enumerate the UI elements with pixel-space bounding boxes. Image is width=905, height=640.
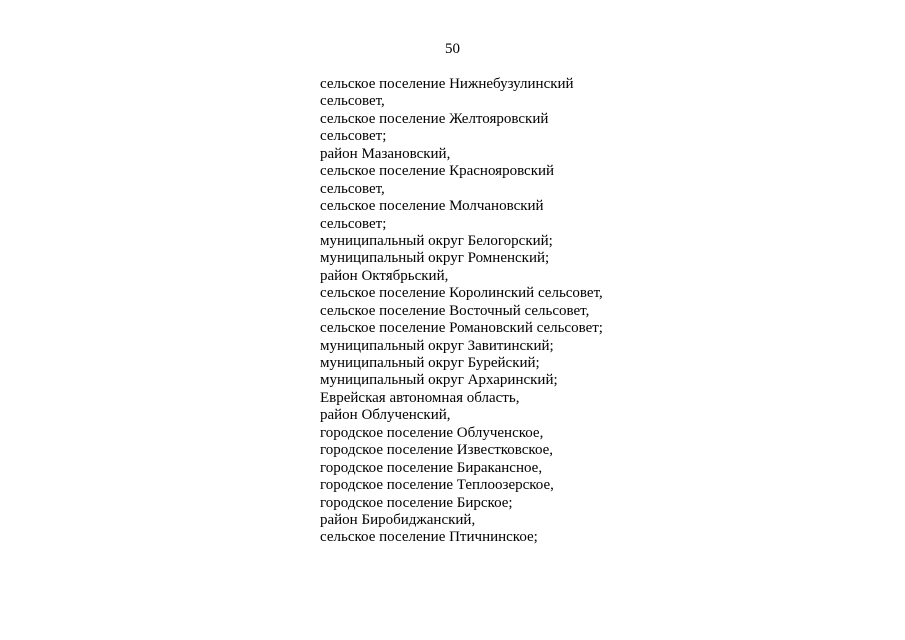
text-line: сельсовет, xyxy=(320,93,385,110)
text-line: сельское поселение Птичнинское; xyxy=(320,529,538,546)
text-line: городское поселение Теплоозерское, xyxy=(320,477,554,494)
text-line: сельское поселение Нижнебузулинский xyxy=(320,76,574,92)
text-line: муниципальный округ Архаринский; xyxy=(320,372,558,389)
text-line: муниципальный округ Завитинский; xyxy=(320,337,554,354)
text-line: район Мазановский, xyxy=(320,145,451,162)
text-line: городское поселение Бирское; xyxy=(320,494,513,511)
text-line: муниципальный округ Белогорский; xyxy=(320,232,553,249)
text-line: сельское поселение Молчановский xyxy=(320,198,544,215)
text-line: район Биробиджанский, xyxy=(320,511,476,528)
text-line: район Октябрьский, xyxy=(320,267,449,284)
text-line: сельсовет; xyxy=(320,128,387,145)
text-line: муниципальный округ Бурейский; xyxy=(320,355,540,371)
document-text xyxy=(320,76,640,547)
text-line: сельское поселение Восточный сельсовет, xyxy=(320,302,590,319)
text-line: сельское поселение Желтояровский xyxy=(320,110,549,127)
text-line: городское поселение Биракансное, xyxy=(320,459,543,476)
text-line: район Облученский, xyxy=(320,407,451,424)
text-line: городское поселение Облученское, xyxy=(320,424,544,441)
text-line: сельсовет, xyxy=(320,180,385,197)
text-line: муниципальный округ Ромненский; xyxy=(320,250,550,267)
text-line: сельское поселение Романовский сельсовет; xyxy=(320,320,603,337)
text-line: сельсовет; xyxy=(320,215,387,232)
text-line: городское поселение Известковское, xyxy=(320,442,554,459)
text-line: Еврейская автономная область, xyxy=(320,389,520,406)
text-line: сельское поселение Краснояровский xyxy=(320,163,555,180)
text-line: сельское поселение Королинский сельсовет, xyxy=(320,285,603,302)
page-number: 50 xyxy=(445,41,460,57)
